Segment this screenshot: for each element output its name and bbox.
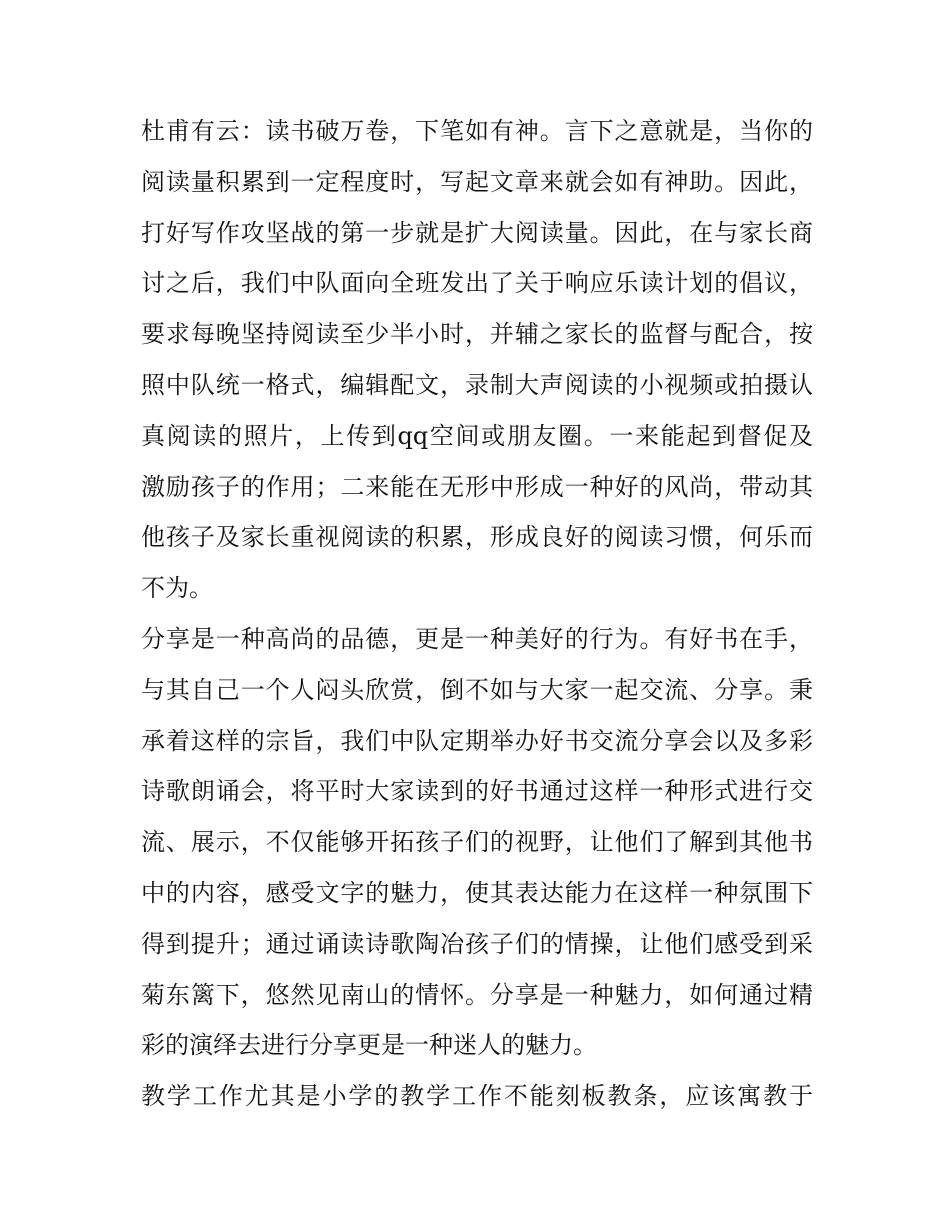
text-line: 承着这样的宗旨，我们中队定期举办好书交流分享会以及多彩 — [141, 726, 813, 755]
text-line: 不为。 — [141, 574, 213, 603]
text-line: 他孩子及家长重视阅读的积累，形成良好的阅读习惯，何乐而 — [141, 523, 813, 552]
paragraph-sharing — [141, 614, 813, 1071]
text-line: 中的内容，感受文字的魅力，使其表达能力在这样一种氛围下 — [141, 878, 813, 907]
text-line: 要求每晚坚持阅读至少半小时，并辅之家长的监督与配合，按 — [141, 320, 813, 349]
document-body — [141, 106, 813, 1122]
text-line: 流、展示，不仅能够开拓孩子们的视野，让他们了解到其他书 — [141, 828, 813, 857]
text-line: 真阅读的照片，上传到qq空间或朋友圈。一来能起到督促及 — [141, 421, 813, 450]
text-line: 教学工作尤其是小学的教学工作不能刻板教条，应该寓教于 — [141, 1082, 813, 1111]
text-line: 得到提升；通过诵读诗歌陶冶孩子们的情操，让他们感受到采 — [141, 929, 813, 958]
text-line: 分享是一种高尚的品德，更是一种美好的行为。有好书在手， — [141, 624, 813, 653]
paragraph-reading — [141, 106, 813, 614]
text-line: 激励孩子的作用；二来能在无形中形成一种好的风尚，带动其 — [141, 472, 813, 501]
text-line: 菊东篱下，悠然见南山的情怀。分享是一种魅力，如何通过精 — [141, 980, 813, 1009]
paragraph-teaching — [141, 1071, 813, 1122]
text-line: 与其自己一个人闷头欣赏，倒不如与大家一起交流、分享。秉 — [141, 675, 813, 704]
text-line: 照中队统一格式，编辑配文，录制大声阅读的小视频或拍摄认 — [141, 370, 813, 399]
text-line: 诗歌朗诵会，将平时大家读到的好书通过这样一种形式进行交 — [141, 777, 813, 806]
text-line: 打好写作攻坚战的第一步就是扩大阅读量。因此，在与家长商 — [141, 218, 813, 247]
text-line: 杜甫有云：读书破万卷，下笔如有神。言下之意就是，当你的 — [141, 117, 813, 145]
text-line: 讨之后，我们中队面向全班发出了关于响应乐读计划的倡议， — [141, 269, 813, 298]
text-line: 彩的演绎去进行分享更是一种迷人的魅力。 — [141, 1031, 597, 1060]
text-line: 阅读量积累到一定程度时，写起文章来就会如有神助。因此， — [141, 167, 813, 196]
